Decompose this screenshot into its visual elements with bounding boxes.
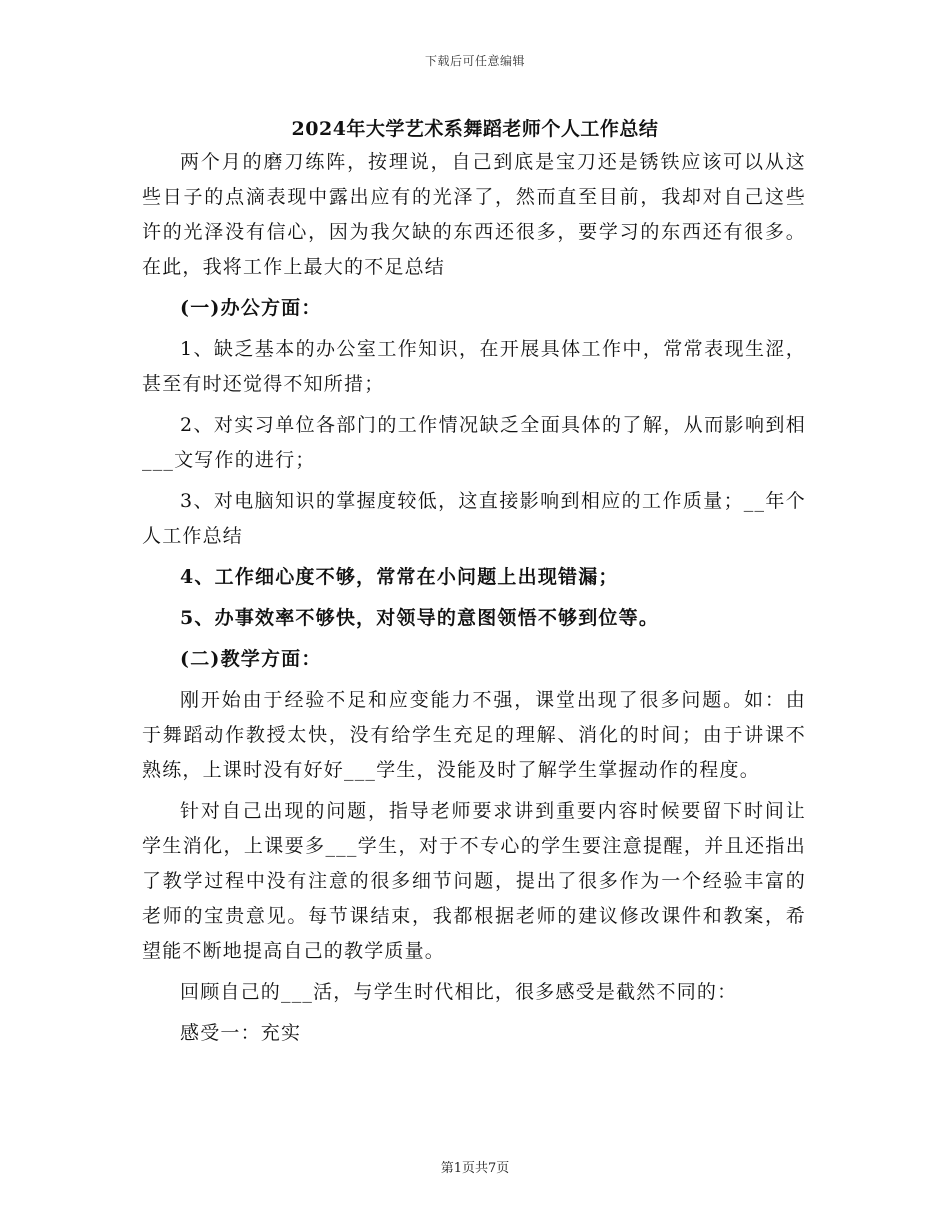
list-item-office-4: 4、工作细心度不够，常常在小问题上出现错漏； xyxy=(180,566,619,588)
list-item-office-5: 5、办事效率不够快，对领导的意图领悟不够到位等。 xyxy=(180,607,660,629)
list-item-office-2: 2、对实习单位各部门的工作情况缺乏全面具体的了解，从而影响到相___文写作的进行； xyxy=(142,414,806,471)
feeling-one-paragraph: 感受一：充实 xyxy=(180,1022,302,1044)
teaching-problems-paragraph: 刚开始由于经验不足和应变能力不强，课堂出现了很多问题。如：由于舞蹈动作教授太快，没有给学生充足的理解、消化的时间；由于讲课不熟练，上课时没有好好___学生，没能及时了解学生掌握动作的程度。 xyxy=(142,689,806,781)
document-body xyxy=(142,145,806,1057)
list-item-office-1: 1、缺乏基本的办公室工作知识，在开展具体工作中，常常表现生涩，甚至有时还觉得不知所措； xyxy=(142,338,806,395)
review-paragraph: 回顾自己的___活，与学生时代相比，很多感受是截然不同的： xyxy=(180,981,738,1003)
list-item-office-3: 3、对电脑知识的掌握度较低，这直接影响到相应的工作质量；__年个人工作总结 xyxy=(142,490,806,547)
section-heading-teaching: (二)教学方面： xyxy=(180,648,322,670)
document-title: 2024年大学艺术系舞蹈老师个人工作总结 xyxy=(291,118,659,140)
intro-paragraph: 两个月的磨刀练阵，按理说，自己到底是宝刀还是锈铁应该可以从这些日子的点滴表现中露出应有的光泽了，然而直至目前，我却对自己这些许的光泽没有信心，因为我欠缺的东西还很多，要学习的东西还有很多。在此，我将工作上最大的不足总结 xyxy=(142,151,806,278)
teaching-feedback-paragraph: 针对自己出现的问题，指导老师要求讲到重要内容时候要留下时间让学生消化，上课要多___学生，对于不专心的学生要注意提醒，并且还指出了教学过程中没有注意的很多细节问题，提出了很多作为一个经验丰富的老师的宝贵意见。每节课结束，我都根据老师的建议修改课件和教案，希望能不断地提高自己的教学质量。 xyxy=(142,800,806,962)
page-header-note: 下载后可任意编辑 xyxy=(424,54,525,68)
page-number: 第1页共7页 xyxy=(440,1161,510,1176)
section-heading-office: (一)办公方面： xyxy=(180,297,322,319)
